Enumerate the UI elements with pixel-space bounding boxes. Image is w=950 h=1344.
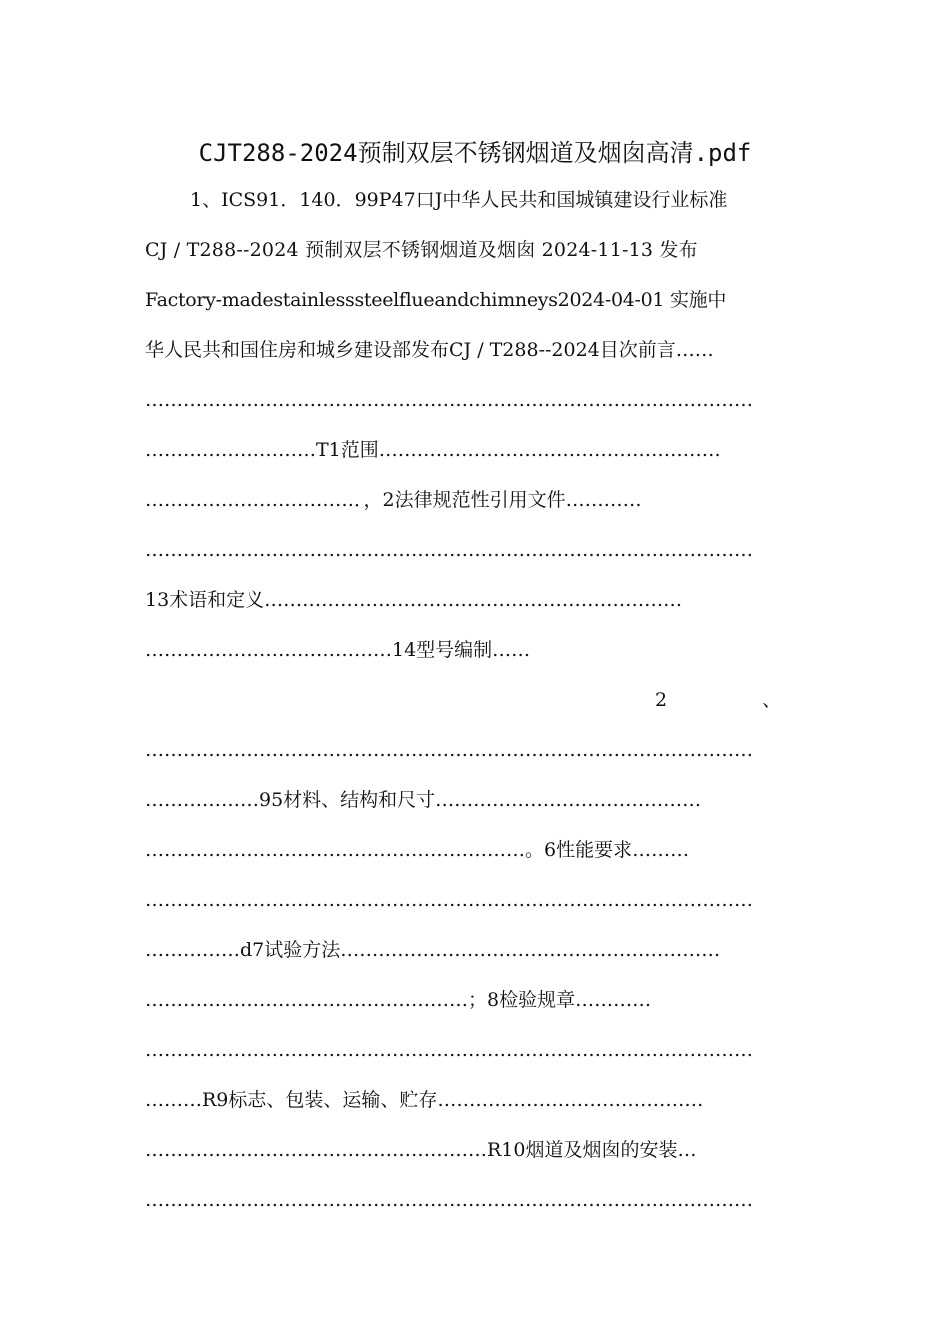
- text-line-6: ………………………T1范围………………………………………………: [145, 439, 721, 461]
- text-line-17: ……………………………………………；8检验规章…………: [145, 989, 652, 1011]
- text-line-7: ……………………………．，2法律规范性引用文件…………: [145, 489, 642, 511]
- text-line-11: 2 、: [655, 689, 782, 711]
- text-line-9: 13术语和定义…………………………………………………………: [145, 589, 683, 611]
- text-line-21: ……………………………………………………………………………………: [145, 1189, 753, 1211]
- text-line-8: ……………………………………………………………………………………: [145, 539, 753, 561]
- text-line-12: ……………………………………………………………………………………: [145, 739, 753, 761]
- text-line-2: CJ / T288--2024 预制双层不锈钢烟道及烟囱 2024-11-13 发布: [145, 239, 698, 261]
- text-line-14: ……………………………………………………。6性能要求………: [145, 839, 690, 861]
- text-line-10: …………………………………14型号编制……: [145, 639, 531, 661]
- text-line-1: 1、ICS91．140．99P47口J中华人民共和国城镇建设行业标准: [190, 189, 728, 211]
- text-line-13: ………………95材料、结构和尺寸……………………………………: [145, 789, 702, 811]
- text-line-4: 华人民共和国住房和城乡建设部发布CJ / T288--2024目次前言……: [145, 339, 714, 361]
- text-line-5: ……………………………………………………………………………………: [145, 389, 753, 411]
- text-line-18: ……………………………………………………………………………………: [145, 1039, 753, 1061]
- text-line-3: Factory-madestainlesssteelflueandchimneys2024-04-01 实施中: [145, 289, 727, 311]
- text-line-20: ………………………………………………R10烟道及烟囱的安装…: [145, 1139, 697, 1161]
- text-line-16: ……………d7试验方法……………………………………………………: [145, 939, 721, 961]
- document-title: CJT288-2024预制双层不锈钢烟道及烟囱高清.pdf: [198, 139, 752, 167]
- text-line-15: ……………………………………………………………………………………: [145, 889, 753, 911]
- text-line-19: ………R9标志、包装、运输、贮存……………………………………: [145, 1089, 704, 1111]
